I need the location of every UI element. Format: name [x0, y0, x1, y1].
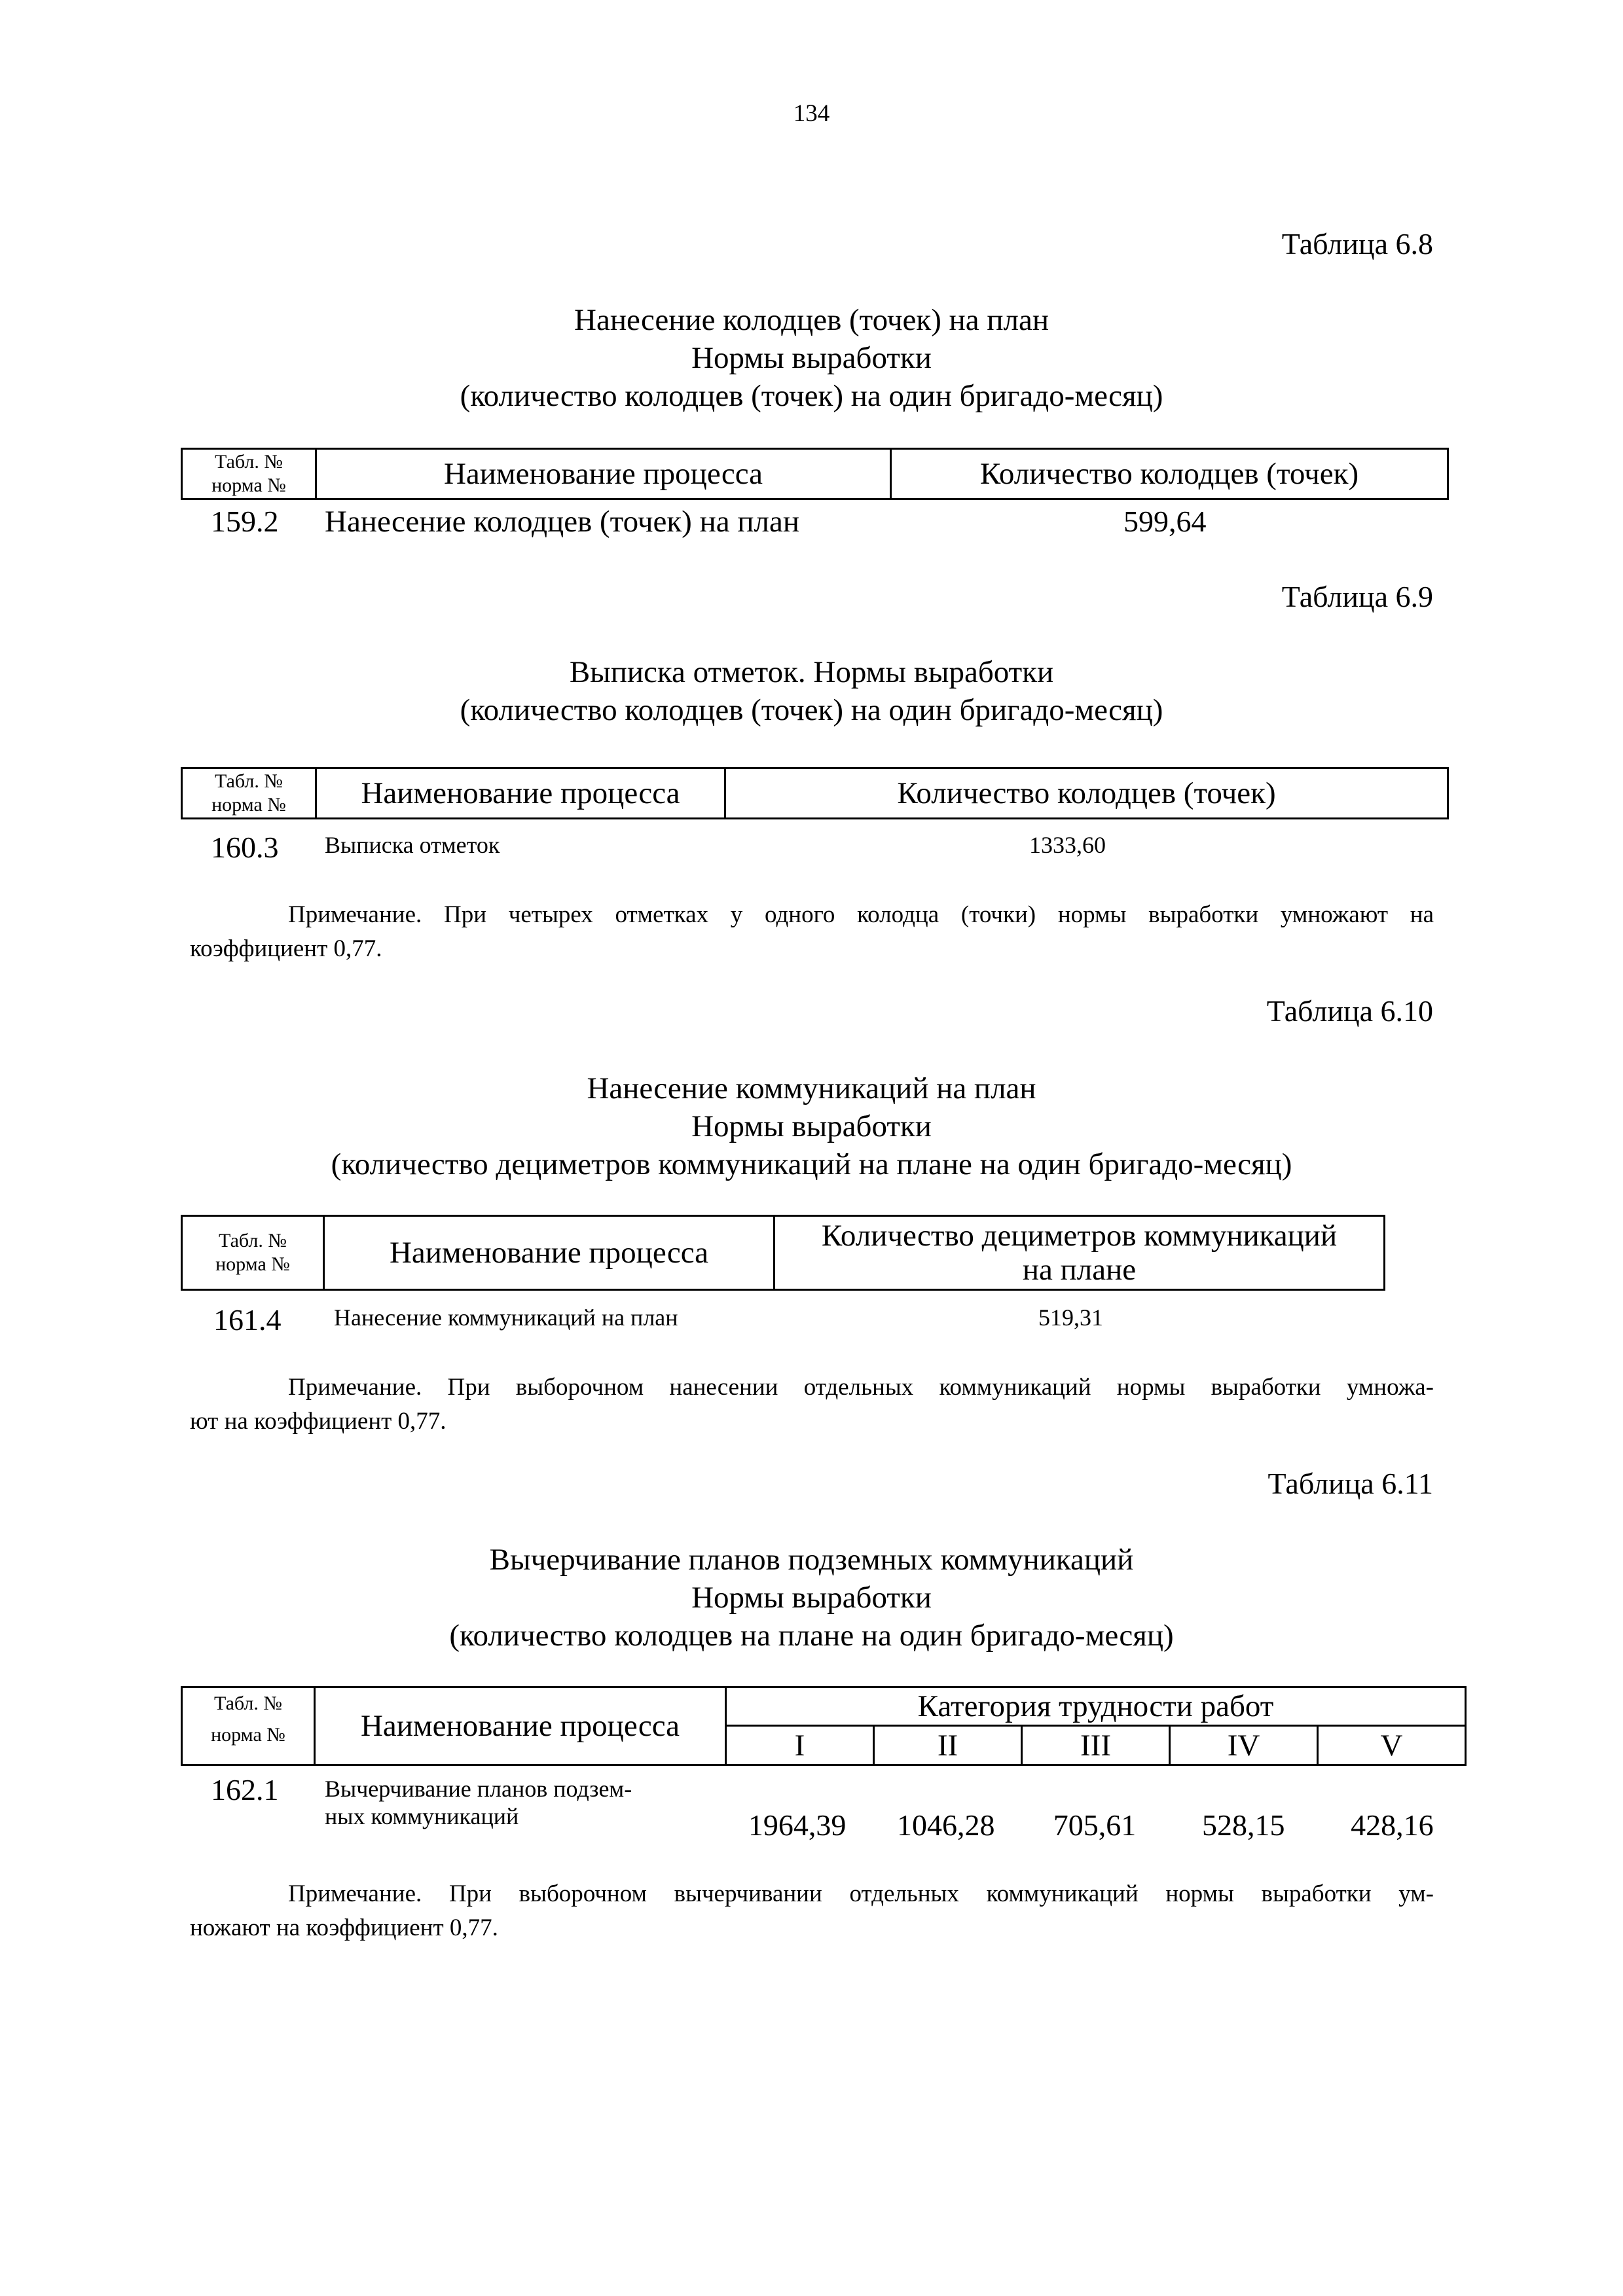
caption-line: (количество колодцев на плане на один бригадо-месяц): [449, 1619, 1174, 1653]
row-values: [723, 1808, 1467, 1842]
note-6-10: [190, 1371, 1434, 1439]
note-line: ют на коэффициент 0,77.: [190, 1408, 447, 1435]
caption-line: (количество колодцев (точек) на один бригадо-месяц): [460, 379, 1163, 413]
note-line: Примечание. При выборочном нанесении отдельных коммуникаций нормы выработки умножа-: [288, 1374, 1434, 1401]
caption-line: Нормы выработки: [691, 1581, 932, 1615]
table-header-6-8: [181, 448, 1449, 500]
header-quantity: Количество колодцев (точек): [724, 769, 1447, 817]
table-caption-6-9: [0, 653, 1623, 729]
page-number: 134: [793, 100, 830, 127]
table-label-6-9: Таблица 6.9: [1281, 580, 1433, 613]
value-cat-v: 428,16: [1351, 1808, 1434, 1842]
header-quantity-line: Количество дециметров коммуникаций: [821, 1219, 1338, 1253]
table-header-6-10: [181, 1215, 1385, 1291]
header-norm-line: норма №: [211, 475, 286, 496]
header-quantity: Количество колодцев (точек): [890, 450, 1447, 498]
caption-line: (количество колодцев (точек) на один бригадо-месяц): [460, 693, 1163, 727]
header-norm-no: [183, 1688, 314, 1764]
caption-line: Выписка отметок. Нормы выработки: [569, 655, 1054, 689]
header-norm-no: [183, 769, 315, 817]
row-norm: 159.2: [211, 505, 279, 538]
header-process: Наименование процесса: [315, 769, 724, 817]
row-value: 1333,60: [1029, 832, 1106, 858]
category-v: V: [1317, 1727, 1465, 1764]
value-cat-iv: 528,15: [1201, 1808, 1285, 1842]
row-norm: 162.1: [211, 1773, 279, 1806]
note-line: Примечание. При выборочном вычерчивании отдельных коммуникаций нормы выработки ум-: [288, 1880, 1434, 1907]
table-caption-6-8: [0, 301, 1623, 415]
row-norm: 160.3: [211, 831, 279, 864]
row-process: Выписка отметок: [325, 832, 500, 858]
caption-line: Вычерчивание планов подземных коммуникаций: [489, 1543, 1134, 1577]
table-label-6-11: Таблица 6.11: [1267, 1467, 1433, 1500]
caption-line: (количество дециметров коммуникаций на плане на один бригадо-месяц): [331, 1147, 1292, 1181]
table-caption-6-10: [0, 1069, 1623, 1183]
header-norm-line: норма №: [215, 1253, 290, 1275]
header-process: Наименование процесса: [315, 450, 890, 498]
value-cat-iii: 705,61: [1053, 1808, 1137, 1842]
category-iii: III: [1021, 1727, 1169, 1764]
value-cat-i: 1964,39: [748, 1808, 847, 1842]
row-process-line: ных коммуникаций: [325, 1803, 519, 1829]
category-ii: II: [873, 1727, 1021, 1764]
header-category-row: [725, 1727, 1465, 1764]
header-norm-line: Табл. №: [218, 1230, 287, 1251]
caption-line: Нормы выработки: [691, 1109, 932, 1143]
table-label-6-8: Таблица 6.8: [1281, 227, 1433, 260]
note-line: Примечание. При четырех отметках у одного колодца (точки) нормы выработки умножают на: [288, 901, 1434, 928]
header-norm-line: норма №: [211, 794, 286, 816]
header-norm-no: [183, 1217, 323, 1289]
row-process: Нанесение коммуникаций на план: [334, 1304, 678, 1331]
header-norm-no: [183, 450, 315, 498]
row-process: [325, 1775, 632, 1830]
row-process-line: Вычерчивание планов подзем-: [325, 1776, 632, 1802]
header-process: Наименование процесса: [323, 1217, 773, 1289]
header-norm-line: Табл. №: [214, 451, 283, 473]
value-cat-ii: 1046,28: [897, 1808, 995, 1842]
caption-line: Нанесение колодцев (точек) на план: [574, 303, 1049, 337]
table-header-6-11: [181, 1686, 1467, 1766]
row-norm: 161.4: [213, 1303, 282, 1336]
header-norm-line: норма №: [211, 1724, 285, 1746]
header-quantity: [773, 1217, 1383, 1289]
header-category: [725, 1688, 1465, 1727]
category-i: I: [725, 1727, 873, 1764]
row-value: 519,31: [1038, 1304, 1103, 1331]
table-header-6-9: [181, 767, 1449, 819]
row-process: Нанесение колодцев (точек) на план: [325, 505, 799, 539]
note-line: ножают на коэффициент 0,77.: [190, 1914, 498, 1941]
note-line: коэффициент 0,77.: [190, 935, 382, 962]
note-6-9: [190, 898, 1434, 966]
header-process: Наименование процесса: [314, 1688, 725, 1764]
header-norm-line: Табл. №: [213, 1693, 282, 1714]
table-label-6-10: Таблица 6.10: [1266, 994, 1433, 1028]
caption-line: Нанесение коммуникаций на план: [587, 1071, 1036, 1105]
table-caption-6-11: [0, 1541, 1623, 1655]
header-norm-line: Табл. №: [214, 770, 283, 792]
note-6-11: [190, 1877, 1434, 1945]
header-category-label: Категория трудности работ: [917, 1689, 1274, 1723]
category-iv: IV: [1169, 1727, 1317, 1764]
row-value: 599,64: [1123, 505, 1207, 538]
header-quantity-line: на плане: [1022, 1253, 1137, 1287]
caption-line: Нормы выработки: [691, 341, 932, 375]
